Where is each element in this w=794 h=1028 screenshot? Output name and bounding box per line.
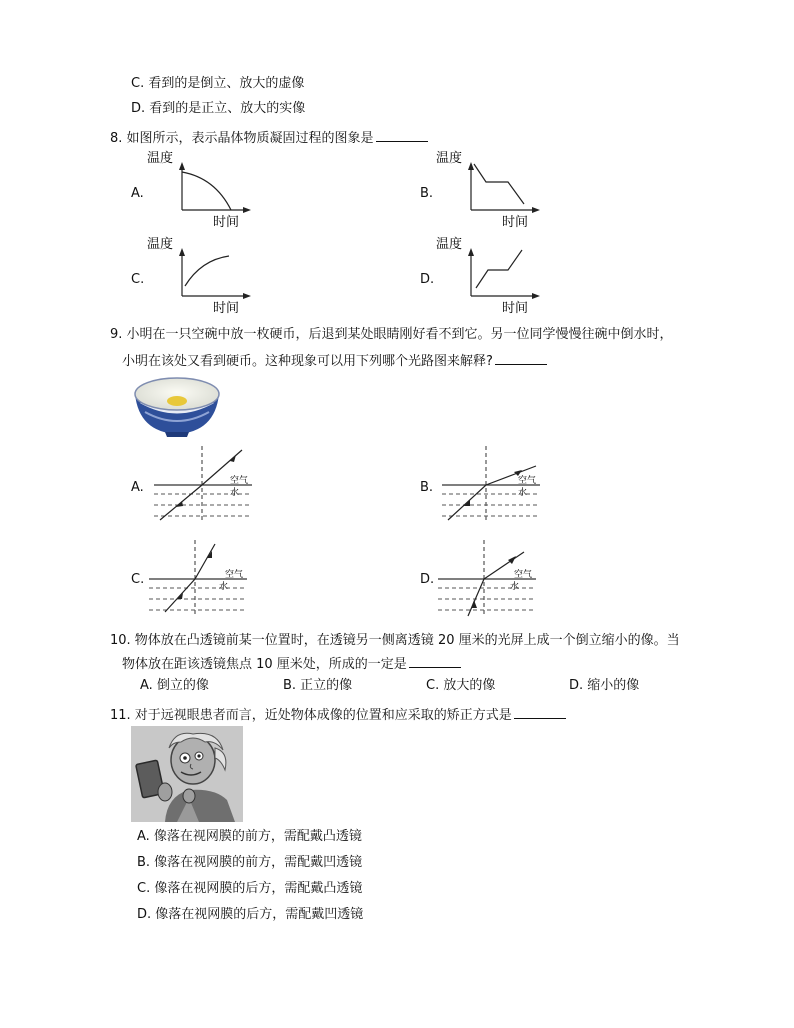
y-axis-label: 温度 bbox=[436, 237, 463, 252]
q9-diagram-d[interactable] bbox=[434, 538, 544, 618]
q8-graph-c[interactable] bbox=[145, 234, 255, 316]
q11-option-b[interactable]: B. 像落在视网膜的前方，需配戴凹透镜 bbox=[137, 855, 363, 870]
x-axis-arrow-icon bbox=[243, 207, 251, 213]
q8-graph-b[interactable] bbox=[434, 148, 544, 230]
q10-option-c[interactable]: C. 放大的像 bbox=[426, 678, 496, 693]
y-axis-arrow-icon bbox=[179, 248, 185, 256]
answer-blank[interactable] bbox=[514, 705, 566, 719]
x-axis-arrow-icon bbox=[532, 293, 540, 299]
q8-label-c[interactable]: C. bbox=[131, 272, 145, 287]
air-label: 空气 bbox=[514, 570, 533, 580]
y-axis-arrow-icon bbox=[468, 162, 474, 170]
y-axis-label: 温度 bbox=[436, 151, 463, 166]
q11-stem: 11. 对于远视眼患者而言，近处物体成像的位置和应采取的矫正方式是 bbox=[110, 705, 566, 725]
q9-label-a[interactable]: A. bbox=[131, 480, 144, 495]
q7-option-c[interactable]: C. 看到的是倒立、放大的虚像 bbox=[131, 76, 305, 91]
q8-label-b[interactable]: B. bbox=[420, 186, 434, 201]
q10-option-a[interactable]: A. 倒立的像 bbox=[140, 678, 209, 693]
water-label: 水 bbox=[518, 488, 528, 498]
ray-arrow-icon bbox=[471, 600, 477, 608]
q10-option-b[interactable]: B. 正立的像 bbox=[283, 678, 353, 693]
x-axis-label: 时间 bbox=[502, 301, 529, 316]
ray-arrow-icon bbox=[230, 455, 236, 462]
x-axis-arrow-icon bbox=[243, 293, 251, 299]
q8-label-d[interactable]: D. bbox=[420, 272, 435, 287]
x-axis-label: 时间 bbox=[213, 301, 240, 316]
q7-option-d[interactable]: D. 看到的是正立、放大的实像 bbox=[131, 101, 306, 116]
water-label: 水 bbox=[219, 582, 229, 592]
coin-icon bbox=[167, 396, 187, 406]
curve-plateau-falling bbox=[474, 164, 524, 204]
x-axis-label: 时间 bbox=[213, 215, 240, 230]
x-axis-label: 时间 bbox=[502, 215, 529, 230]
q10-stem-line1: 10. 物体放在凸透镜前某一位置时，在透镜另一侧离透镜 20 厘米的光屏上成一个倒立缩小的像。当 bbox=[110, 633, 680, 648]
air-label: 空气 bbox=[225, 570, 244, 580]
y-axis-arrow-icon bbox=[179, 162, 185, 170]
air-label: 空气 bbox=[518, 476, 537, 486]
q11-option-a[interactable]: A. 像落在视网膜的前方，需配戴凸透镜 bbox=[137, 829, 362, 844]
q9-diagram-b[interactable] bbox=[438, 444, 548, 524]
q10-stem-line2: 物体放在距该透镜焦点 10 厘米处，所成的一定是 bbox=[122, 654, 461, 674]
water-label: 水 bbox=[230, 488, 240, 498]
q8-graph-d[interactable] bbox=[434, 234, 544, 316]
x-axis-arrow-icon bbox=[532, 207, 540, 213]
q9-label-b[interactable]: B. bbox=[420, 480, 434, 495]
answer-blank[interactable] bbox=[376, 128, 428, 142]
q8-label-a[interactable]: A. bbox=[131, 186, 144, 201]
bowl-with-coin-image bbox=[131, 372, 223, 438]
ray-arrow-icon bbox=[464, 500, 470, 506]
curve-rising bbox=[185, 256, 229, 286]
ray-arrow-icon bbox=[508, 556, 516, 564]
light-ray bbox=[165, 544, 215, 612]
air-label: 空气 bbox=[230, 476, 249, 486]
q9-label-d[interactable]: D. bbox=[420, 572, 435, 587]
y-axis-label: 温度 bbox=[147, 237, 174, 252]
q8-graph-a[interactable] bbox=[145, 148, 255, 230]
answer-blank[interactable] bbox=[495, 351, 547, 365]
q9-label-c[interactable]: C. bbox=[131, 572, 145, 587]
q9-stem-line1: 9. 小明在一只空碗中放一枚硬币，后退到某处眼睛刚好看不到它。另一位同学慢慢往碗中倒水时， bbox=[110, 327, 673, 342]
curve-plateau-rising bbox=[476, 250, 522, 288]
q9-diagram-c[interactable] bbox=[145, 538, 255, 618]
ray-arrow-icon bbox=[207, 551, 212, 558]
water-label: 水 bbox=[510, 582, 520, 592]
q11-option-c[interactable]: C. 像落在视网膜的后方，需配戴凸透镜 bbox=[137, 881, 363, 896]
y-axis-label: 温度 bbox=[147, 151, 174, 166]
answer-blank[interactable] bbox=[409, 654, 461, 668]
y-axis-arrow-icon bbox=[468, 248, 474, 256]
curve-falling bbox=[182, 172, 231, 210]
q9-stem-line2: 小明在该处又看到硬币。这种现象可以用下列哪个光路图来解释? bbox=[122, 351, 547, 371]
q11-option-d[interactable]: D. 像落在视网膜的后方，需配戴凹透镜 bbox=[137, 907, 364, 922]
farsighted-reader-image bbox=[131, 726, 243, 822]
q10-option-d[interactable]: D. 缩小的像 bbox=[569, 678, 640, 693]
q8-stem: 8. 如图所示，表示晶体物质凝固过程的图象是 bbox=[110, 128, 428, 148]
q9-diagram-a[interactable] bbox=[150, 444, 260, 524]
ray-arrow-icon bbox=[176, 501, 183, 507]
